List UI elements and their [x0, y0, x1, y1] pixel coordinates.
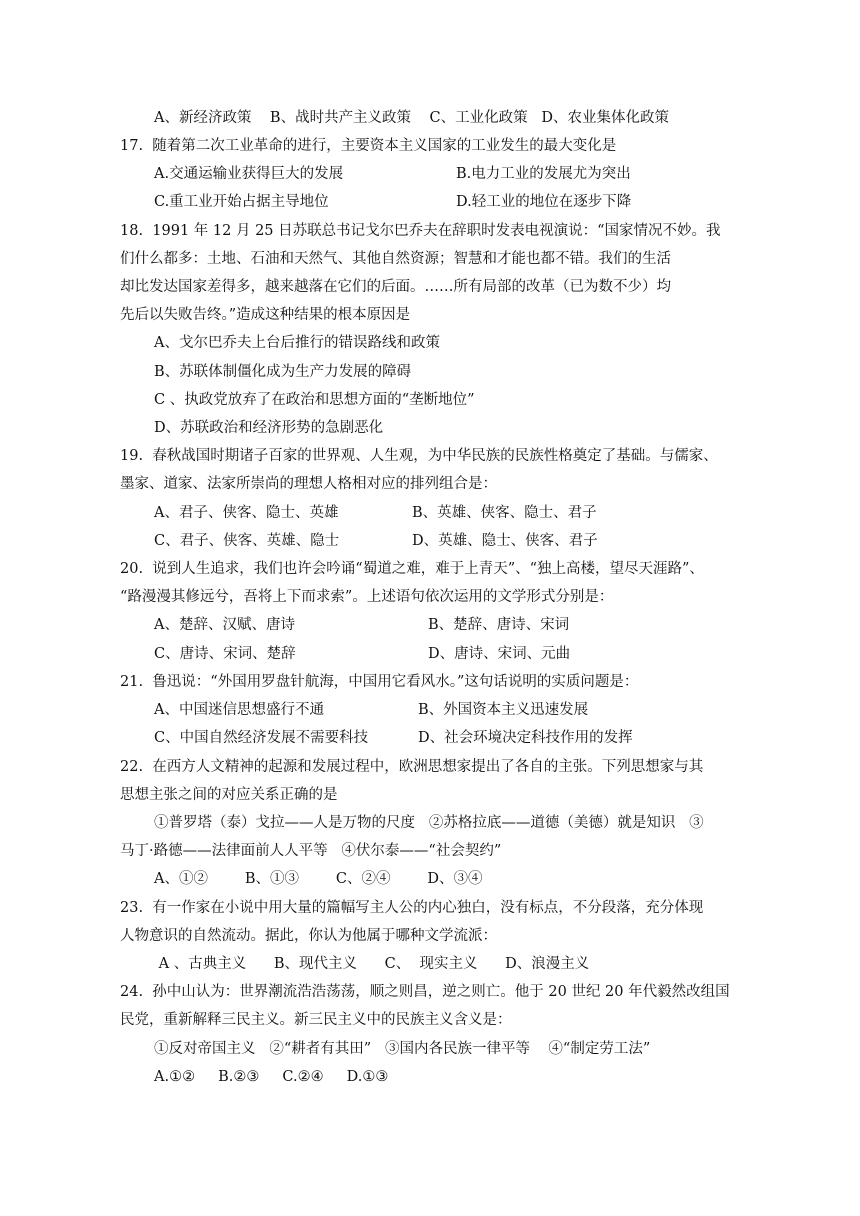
q22-options: A、①② B、①③ C、②④ D、③④ [154, 871, 483, 887]
q18-option-d: D、苏联政治和经济形势的急剧恶化 [154, 420, 384, 436]
q19-option-c: C、君子、侠客、英雄、隐士 [154, 533, 340, 549]
q17-option-d: D.轻工业的地位在逐步下降 [456, 194, 632, 210]
q20-option-a: A、楚辞、汉赋、唐诗 [154, 617, 295, 633]
q24-items: ①反对帝国主义 ②“耕者有其田” ③国内各民族一律平等 ④“制定劳工法” [154, 1041, 651, 1057]
q16-options: A、新经济政策 B、战时共产主义政策 C、工业化政策 D、农业集体化政策 [154, 110, 670, 126]
q22-items-line-2: 马丁·路德——法律面前人人平等 ④伏尔泰——“社会契约” [120, 843, 502, 859]
q18-stem-line-1: 18. 1991 年 12 月 25 日苏联总书记戈尔巴乔夫在辞职时发表电视演说：“国家情况不妙。我 [120, 223, 721, 239]
q20-option-b: B、楚辞、唐诗、宋词 [428, 617, 570, 633]
q18-stem-line-3: 却比发达国家差得多，越来越落在它们的后面。……所有局部的改革（已为数不少）均 [120, 279, 671, 295]
q19-option-d: D、英雄、隐士、侠客、君子 [412, 533, 598, 549]
q24-stem-line-1: 24. 孙中山认为：世界潮流浩浩荡荡，顺之则昌，逆之则亡。他于 20 世纪 20 年代毅然改组国 [120, 984, 730, 1000]
q22-stem-line-1: 22. 在西方人文精神的起源和发展过程中，欧洲思想家提出了各自的主张。下列思想家与其 [120, 759, 704, 775]
q18-option-a: A、戈尔巴乔夫上台后推行的错误路线和政策 [154, 335, 440, 351]
q17-stem: 17. 随着第二次工业革命的进行，主要资本主义国家的工业发生的最大变化是 [120, 138, 617, 154]
q18-stem-line-4: 先后以失败告终。”造成这种结果的根本原因是 [120, 307, 411, 323]
q19-stem-line-1: 19. 春秋战国时期诸子百家的世界观、人生观，为中华民族的民族性格奠定了基础。与儒家、 [120, 448, 718, 464]
q20-stem-line-2: “路漫漫其修远兮，吾将上下而求索”。上述语句依次运用的文学形式分别是： [120, 589, 614, 605]
q22-items-line-1: ①普罗塔（泰）戈拉——人是万物的尺度 ②苏格拉底——道德（美德）就是知识 ③ [154, 815, 704, 831]
q21-stem: 21. 鲁迅说：“外国用罗盘针航海，中国用它看风水。”这句话说明的实质问题是： [120, 674, 639, 690]
q17-option-b: B.电力工业的发展尤为突出 [456, 166, 631, 182]
q19-stem-line-2: 墨家、道家、法家所崇尚的理想人格相对应的排列组合是： [120, 476, 497, 492]
q24-stem-line-2: 民党，重新解释三民主义。新三民主义中的民族主义含义是： [120, 1012, 512, 1028]
q18-option-b: B、苏联体制僵化成为生产力发展的障碍 [154, 364, 412, 380]
q20-option-d: D、唐诗、宋词、元曲 [428, 646, 571, 662]
q20-option-c: C、唐诗、宋词、楚辞 [154, 646, 296, 662]
q21-option-d: D、社会环境决定科技作用的发挥 [418, 730, 633, 746]
q22-stem-line-2: 思想主张之间的对应关系正确的是 [120, 787, 338, 803]
q21-option-c: C、中国自然经济发展不需要科技 [154, 730, 369, 746]
q19-option-b: B、英雄、侠客、隐士、君子 [412, 505, 597, 521]
q21-option-a: A、中国迷信思想盛行不通 [154, 702, 324, 718]
q17-option-a: A.交通运输业获得巨大的发展 [154, 166, 344, 182]
q23-stem-line-1: 23. 有一作家在小说中用大量的篇幅写主人公的内心独白，没有标点，不分段落，充分体现 [120, 900, 704, 916]
q19-option-a: A、君子、侠客、隐士、英雄 [154, 505, 339, 521]
q21-option-b: B、外国资本主义迅速发展 [418, 702, 589, 718]
q23-stem-line-2: 人物意识的自然流动。据此，你认为他属于哪种文学流派： [120, 928, 497, 944]
q18-option-c: C 、执政党放弃了在政治和思想方面的“垄断地位” [154, 392, 475, 408]
q20-stem-line-1: 20. 说到人生追求，我们也许会吟诵“蜀道之难，难于上青天”、“独上高楼，望尽天涯路”、 [120, 561, 704, 577]
q18-stem-line-2: 们什么都多：土地、石油和天然气、其他自然资源；智慧和才能也都不错。我们的生活 [120, 251, 671, 267]
q17-option-c: C.重工业开始占据主导地位 [154, 194, 329, 210]
q24-options: A.①② B.②③ C.②④ D.①③ [154, 1069, 389, 1085]
q23-options: A 、古典主义 B、现代主义 C、 现实主义 D、浪漫主义 [154, 956, 590, 972]
